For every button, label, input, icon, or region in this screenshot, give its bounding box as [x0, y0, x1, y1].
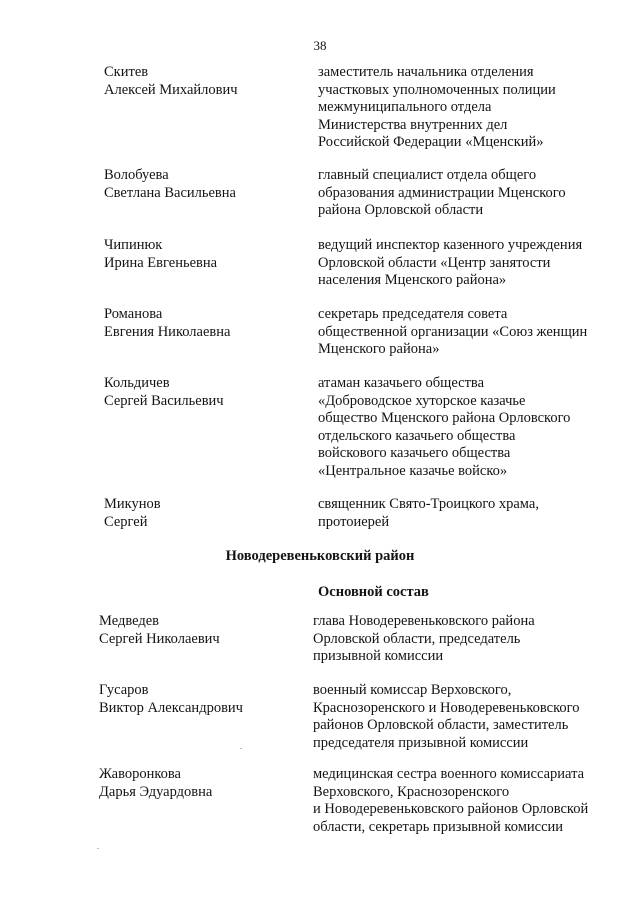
member-position — [318, 306, 587, 359]
member-name — [99, 682, 243, 717]
position-line: войскового казачьего общества — [318, 445, 511, 461]
member-name — [104, 375, 224, 410]
member-surname: Скитев — [104, 64, 149, 80]
member-name — [104, 64, 238, 99]
member-given-names: Евгения Николаевна — [104, 323, 231, 340]
position-line: Министерства внутренних дел — [318, 116, 508, 133]
position-line: ведущий инспектор казенного учреждения — [318, 237, 583, 253]
member-surname: Романова — [104, 306, 163, 322]
position-line: военный комиссар Верховского, — [313, 682, 512, 698]
member-name — [104, 167, 236, 202]
position-line: Орловской области, председатель — [313, 630, 521, 647]
member-name — [99, 613, 220, 648]
member-surname: Волобуева — [104, 167, 169, 183]
member-name — [104, 496, 161, 531]
member-given-names: Ирина Евгеньевна — [104, 254, 218, 271]
member-position — [313, 682, 580, 752]
member-given-names: Сергей Николаевич — [99, 630, 220, 647]
page-number: 38 — [313, 38, 327, 53]
district-heading: Новодеревеньковский район — [225, 548, 415, 564]
scan-speck — [97, 848, 99, 849]
position-line: главный специалист отдела общего — [318, 167, 537, 183]
position-line: «Центральное казачье войско» — [318, 462, 508, 479]
position-line: Мценского района» — [318, 341, 440, 357]
member-position — [318, 375, 570, 480]
member-surname: Жаворонкова — [99, 766, 181, 782]
position-line: председателя призывной комиссии — [313, 734, 529, 751]
scan-speck — [240, 748, 242, 749]
member-position — [318, 167, 566, 220]
position-line: области, секретарь призывной комиссии — [313, 818, 564, 835]
member-given-names: Алексей Михайлович — [104, 81, 238, 98]
position-line: глава Новодеревеньковского района — [313, 613, 535, 629]
position-line: заместитель начальника отделения — [318, 64, 534, 80]
position-line: протоиерей — [318, 513, 390, 530]
member-position — [313, 613, 535, 666]
position-line: образования администрации Мценского — [318, 184, 566, 201]
position-line: общество Мценского района Орловского — [318, 410, 571, 426]
position-line: отдельского казачьего общества — [318, 427, 516, 444]
position-line: секретарь председателя совета — [318, 306, 508, 322]
member-given-names: Сергей — [104, 513, 148, 530]
position-line: Верховского, Краснозоренского — [313, 783, 510, 800]
position-line: священник Свято-Троицкого храма, — [318, 496, 539, 512]
member-surname: Микунов — [104, 496, 161, 512]
member-given-names: Светлана Васильевна — [104, 184, 236, 201]
position-line: общественной организации «Союз женщин — [318, 323, 588, 340]
member-surname: Медведев — [99, 613, 159, 629]
member-name — [104, 306, 230, 341]
position-line: Российской Федерации «Мценский» — [318, 134, 544, 150]
member-surname: Гусаров — [99, 682, 149, 698]
member-position — [318, 496, 539, 531]
position-line: участковых уполномоченных полиции — [318, 81, 556, 98]
position-line: «Доброводское хуторское казачье — [318, 392, 526, 409]
position-line: медицинская сестра военного комиссариата — [313, 766, 585, 782]
member-surname: Чипинюк — [104, 237, 163, 253]
position-line: атаман казачьего общества — [318, 375, 485, 391]
member-position — [313, 766, 588, 836]
member-given-names: Сергей Васильевич — [104, 392, 224, 409]
position-line: Орловской области «Центр занятости — [318, 254, 551, 271]
position-line: районов Орловской области, заместитель — [313, 717, 569, 733]
member-name — [99, 766, 212, 801]
member-name — [104, 237, 217, 272]
position-line: призывной комиссии — [313, 648, 444, 664]
position-line: Краснозоренского и Новодеревеньковского — [313, 699, 580, 716]
position-line: межмуниципального отдела — [318, 99, 492, 115]
position-line: населения Мценского района» — [318, 272, 507, 288]
member-given-names: Виктор Александрович — [99, 699, 243, 716]
position-line: и Новодеревеньковского районов Орловской — [313, 801, 589, 817]
position-line: района Орловской области — [318, 202, 484, 218]
member-position — [318, 237, 582, 290]
member-given-names: Дарья Эдуардовна — [99, 783, 213, 800]
member-surname: Кольдичев — [104, 375, 170, 391]
member-position — [318, 64, 556, 152]
composition-heading: Основной состав — [318, 584, 429, 600]
